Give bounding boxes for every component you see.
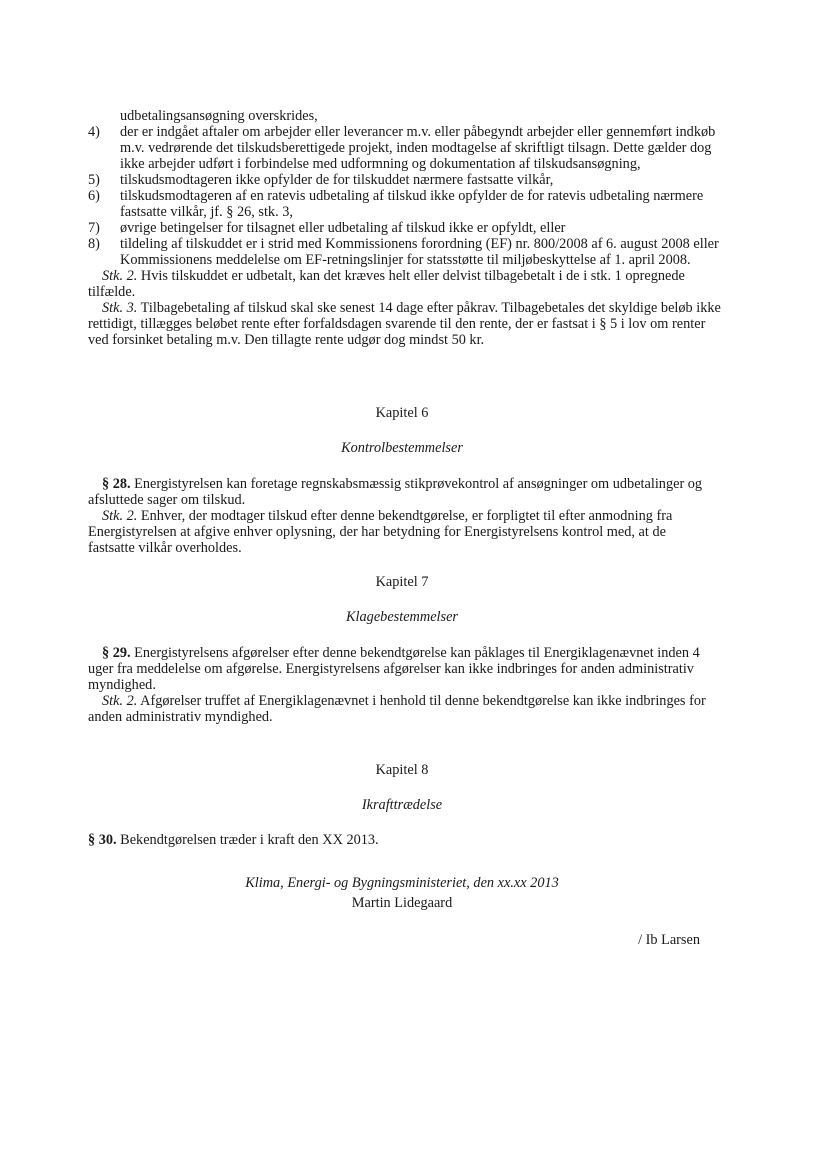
list-item-text: tildeling af tilskuddet er i strid med Kommissionens forordning (EF) nr. 800/2008 af 6. august 2008 eller Kommissionens meddelelse om EF-retningslinjer for statsstøtte til miljøbeskyttelse af 1. april 2008.	[120, 236, 719, 268]
stk-text: Hvis tilskuddet er udbetalt, kan det kræves helt eller delvist tilbagebetalt i de i stk. 1 opregnede tilfælde.	[88, 268, 685, 300]
list-item-number: 5)	[88, 172, 100, 188]
stk-label: Stk. 2.	[102, 508, 138, 524]
chapter-7-subtitle: Klagebestemmelser	[346, 609, 458, 625]
stk-label: Stk. 2.	[102, 268, 138, 284]
section-label: § 28.	[102, 476, 131, 492]
list-item-text: tilskudsmodtageren ikke opfylder de for tilskuddet nærmere fastsatte vilkår,	[120, 172, 554, 188]
section-28	[88, 476, 716, 556]
list-item-number: 7)	[88, 220, 100, 236]
list-item-text: øvrige betingelser for tilsagnet eller udbetaling af tilskud ikke er opfyldt, eller	[120, 220, 566, 236]
list-item-text: der er indgået aftaler om arbejder eller leverancer m.v. eller påbegyndt arbejder eller gennemført indkøb m.v. vedrørende det tilskudsberettigede projekt, inden modtagelse af skriftligt tilsagn. Dette gælder dog ikke arbejder udført i forbindelse med udformning og dokumentation af tilskudsansøgning,	[120, 124, 716, 172]
section-label: § 29.	[102, 645, 131, 661]
section-text: Energistyrelsen kan foretage regnskabsmæssig stikprøvekontrol af ansøgninger om udbetalinger og afsluttede sager om tilskud.	[88, 476, 703, 508]
section-29	[88, 645, 716, 725]
chapter-7-title: Kapitel 7	[375, 574, 429, 590]
stk-label: Stk. 2.	[102, 693, 138, 709]
chapter-8-subtitle: Ikrafttrædelse	[361, 797, 443, 813]
list-item-number: 4)	[88, 124, 100, 140]
list-item	[88, 236, 728, 268]
minister-name: Martin Lidegaard	[351, 895, 453, 911]
official-name: / Ib Larsen	[638, 932, 700, 948]
section-label: § 30.	[88, 832, 117, 848]
chapter-6-subtitle: Kontrolbestemmelser	[341, 440, 463, 456]
list-item	[88, 220, 728, 236]
section-30	[88, 832, 716, 848]
list-item-text: tilskudsmodtageren af en ratevis udbetaling af tilskud ikke opfylder de for ratevis udbetaling nærmere fastsatte vilkår, jf. § 26, stk. 3,	[120, 188, 704, 220]
stk-text: Afgørelser truffet af Energiklagenævnet i henhold til denne bekendtgørelse kan ikke indbringes for anden administrativ myndighed.	[88, 693, 706, 725]
section-text: Bekendtgørelsen træder i kraft den XX 2013.	[116, 832, 379, 848]
condition-list	[88, 108, 728, 348]
stk-text: Enhver, der modtager tilskud efter denne bekendtgørelse, er forpligtet til efter anmodning fra Energistyrelsen at afgive enhver oplysning, der har betydning for Energistyrelsens kontrol med, at de fastsatte vilkår overholdes.	[88, 508, 673, 556]
list-item-number: 6)	[88, 188, 100, 204]
list-item-number: 8)	[88, 236, 100, 252]
chapter-8-title: Kapitel 8	[375, 762, 429, 778]
stk-text: Tilbagebetaling af tilskud skal ske senest 14 dage efter påkrav. Tilbagebetales det skyldige beløb ikke rettidigt, tillægges beløbet rente efter forfaldsdagen svarende til den rente, der er fastsat i § 5 i lov om renter ved forsinket betaling m.v. Den tillagte rente udgør dog mindst 50 kr.	[88, 300, 721, 348]
list-item	[88, 172, 728, 188]
list-item	[88, 188, 728, 220]
ministry-line: Klima, Energi- og Bygningsministeriet, den xx.xx 2013	[245, 875, 559, 891]
list-continuation: udbetalingsansøgning overskrides,	[120, 108, 318, 124]
stk-label: Stk. 3.	[102, 300, 138, 316]
list-item	[88, 124, 728, 172]
section-text: Energistyrelsens afgørelser efter denne bekendtgørelse kan påklages til Energiklagenævnet inden 4 uger fra meddelelse om afgørelse. Energistyrelsens afgørelser kan ikke indbringes for anden administrativ myndighed.	[88, 645, 700, 693]
stk-3-paragraph	[88, 300, 728, 348]
chapter-6-title: Kapitel 6	[375, 405, 429, 421]
stk-2-paragraph	[88, 268, 728, 300]
